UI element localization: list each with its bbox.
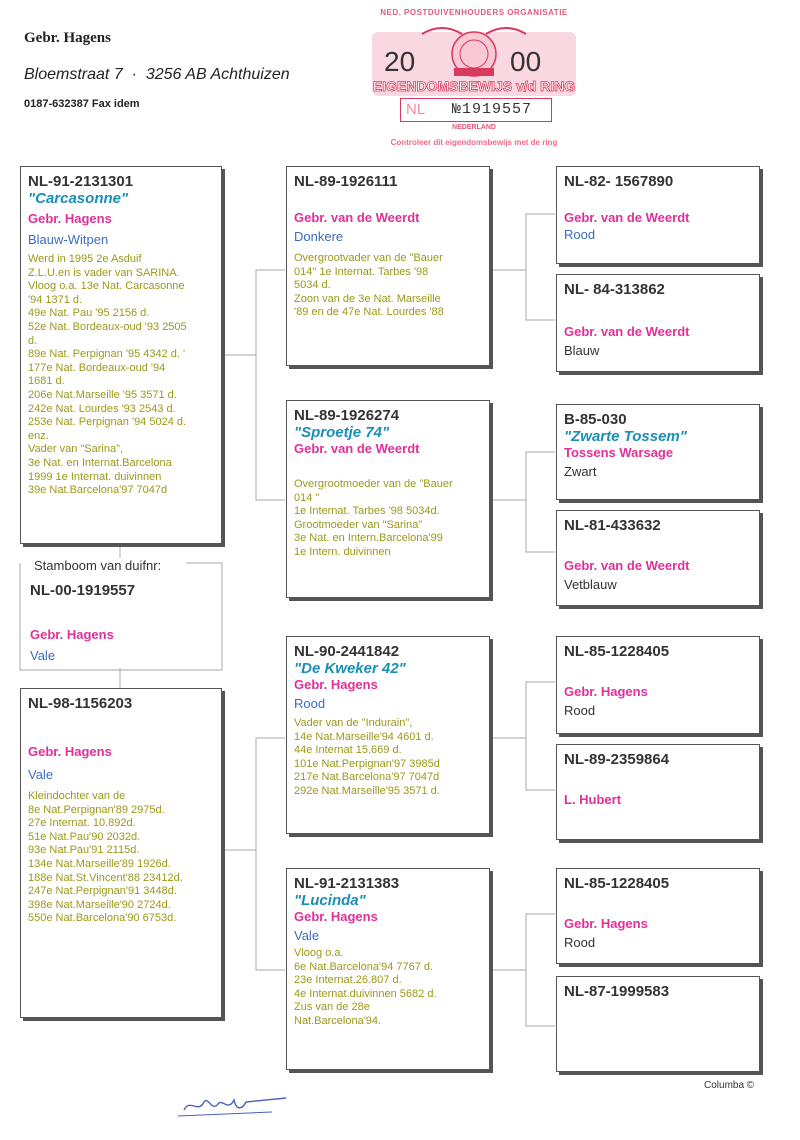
certificate-year-right: 00 [510, 46, 542, 77]
mother-remark-line: 8e Nat.Perpignan'89 2975d. [28, 803, 165, 816]
certificate-year-left: 20 [384, 46, 416, 77]
father-card [20, 166, 222, 544]
gp1-remark-line: Zoon van de 3e Nat. Marseille [294, 292, 441, 305]
ggp3-color: Zwart [564, 464, 597, 479]
ggp1-owner: Gebr. van de Weerdt [564, 210, 690, 225]
gp4-remark-line: 4e Internat.duivinnen 5682 d. [294, 987, 437, 1000]
gp1-color: Donkere [294, 229, 344, 244]
mother-owner: Gebr. Hagens [28, 744, 112, 759]
gp1-remarks [294, 252, 482, 320]
gp2-remark-line: Overgrootmoeder van de "Bauer [294, 478, 453, 490]
gp2-remarks [294, 478, 482, 560]
gp2-remark-line: 014 " [294, 491, 320, 504]
subject-pigeon [30, 582, 135, 663]
father-remark-line: 1681 d. [28, 375, 65, 388]
mother-remark-line: 247e Nat.Perpignan'91 3448d. [28, 885, 177, 898]
grandfather-paternal-card [286, 166, 490, 366]
certificate-number: №1919557 [452, 101, 533, 118]
ggp7-owner: Gebr. Hagens [564, 916, 648, 931]
father-remark-line: 89e Nat. Perpignan '95 4342 d. ' [28, 348, 186, 361]
gp4-remarks [294, 947, 482, 1029]
mother-card [20, 688, 222, 1018]
father-remark-line: Z.L.U.en is vader van SARINA. [28, 266, 180, 279]
gp2-ring-number: NL-89-1926274 [294, 407, 400, 424]
gp4-color: Vale [294, 928, 320, 943]
father-remark-line: 1999 1e Internat. duivinnen [28, 470, 162, 483]
certificate-prefix: NL [406, 101, 426, 118]
gp1-owner: Gebr. van de Weerdt [294, 210, 420, 225]
mother-remarks [28, 790, 214, 926]
mother-remark-line: Kleindochter van de [28, 790, 126, 802]
gp4-ring-number: NL-91-2131383 [294, 875, 400, 892]
gp2-pigeon-name: "Sproetje 74" [294, 424, 390, 441]
father-remarks [28, 253, 214, 498]
father-remark-line: d. [28, 334, 38, 347]
ggp2-color: Blauw [564, 343, 600, 358]
great-grandparent-card-7 [556, 868, 760, 964]
ggp4-ring-number: NL-81-433632 [564, 517, 661, 534]
ggp3-pigeon-name: "Zwarte Tossem" [564, 428, 687, 445]
ggp7-ring-number: NL-85-1228405 [564, 875, 670, 892]
father-remark-line: 242e Nat. Lourdes '93 2543 d. [28, 402, 176, 415]
mother-color: Vale [28, 767, 54, 782]
signature [176, 1090, 306, 1120]
father-remark-line: 177e Nat. Bordeaux-oud '94 [28, 361, 166, 374]
ggp1-ring-number: NL-82- 1567890 [564, 173, 674, 190]
father-owner: Gebr. Hagens [28, 211, 112, 226]
ggp3-ring-number: B-85-030 [564, 411, 627, 428]
gp2-remark-line: Grootmoeder van "Sarina" [294, 518, 423, 531]
great-grandparent-card-4 [556, 510, 760, 606]
gp4-pigeon-name: "Lucinda" [294, 892, 366, 909]
ggp1-color: Rood [564, 227, 596, 242]
father-remark-line: Vloog o.a. 13e Nat. Carcasonne [28, 280, 185, 293]
mother-remark-line: 51e Nat.Pau'90 2032d. [28, 830, 141, 843]
father-remark-line: 52e Nat. Bordeaux-oud '93 2505 [28, 320, 187, 333]
gp2-owner: Gebr. van de Weerdt [294, 441, 420, 456]
certificate-control-note: Controleer dit eigendomsbewijs met de ring [390, 138, 558, 147]
gp1-remark-line: '89 en de 47e Nat. Lourdes '88 [294, 306, 444, 319]
ggp6-owner: L. Hubert [564, 792, 622, 807]
gp4-remark-line: Vloog o.a. [294, 947, 344, 959]
great-grandparent-card-6 [556, 744, 760, 840]
mother-remark-line: 93e Nat.Pau'91 2115d. [28, 844, 140, 857]
breeder-phone: 0187-632387 Fax idem [24, 98, 140, 110]
ggp7-color: Rood [564, 935, 596, 950]
certificate-country: NEDERLAND [452, 124, 496, 131]
gp3-ring-number: NL-90-2441842 [294, 643, 400, 660]
father-remark-line: 206e Nat.Marseille '95 3571 d. [28, 388, 177, 401]
mother-ring-number: NL-98-1156203 [28, 695, 133, 712]
gp2-remark-line: 1e Intern. duivinnen [294, 545, 391, 558]
gp4-remark-line: 23e Internat.26.807 d. [294, 974, 402, 987]
father-color: Blauw-Witpen [28, 232, 109, 247]
software-credit: Columba © [704, 1080, 755, 1091]
great-grandparent-card-5 [556, 636, 760, 734]
ggp2-ring-number: NL- 84-313862 [564, 281, 665, 298]
father-remark-line: Werd in 1995 2e Asduif [28, 253, 142, 265]
great-grandparent-card-1 [556, 166, 760, 264]
grandfather-maternal-card [286, 636, 490, 834]
gp3-remark-line: Vader van de "Indurain", [294, 717, 413, 729]
ggp8-ring-number: NL-87-1999583 [564, 983, 670, 1000]
gp3-remarks [294, 717, 482, 799]
ggp6-ring-number: NL-89-2359864 [564, 751, 670, 768]
gp2-remark-line: 3e Nat. en Intern.Barcelona'99 [294, 532, 443, 545]
pedigree-label: Stamboom van duifnr: [34, 558, 162, 573]
father-remark-line: 3e Nat. en Internat.Barcelona [28, 456, 172, 469]
gp1-remark-line: Overgrootvader van de "Bauer [294, 252, 443, 264]
gp3-remark-line: 44e Internat 15.669 d. [294, 744, 402, 757]
grandmother-paternal-card [286, 400, 490, 598]
father-remark-line: '94 1371 d. [28, 293, 83, 306]
breeder-address: Bloemstraat 7 · 3256 AB Achthuizen [24, 66, 290, 83]
mother-remark-line: 550e Nat.Barcelona'90 6753d. [28, 912, 177, 925]
gp4-remark-line: Zus van de 28e [294, 1001, 370, 1014]
father-remark-line: 253e Nat. Perpignan '94 5024 d. [28, 416, 187, 429]
father-remark-line: Vader van "Sarina", [28, 443, 124, 456]
gp3-color: Rood [294, 696, 326, 711]
certificate-title: EIGENDOMSBEWIJS v/d RING [372, 78, 576, 94]
great-grandparent-card-2 [556, 274, 760, 372]
father-ring-number: NL-91-2131301 [28, 173, 134, 190]
subject-ring-number: NL-00-1919557 [30, 582, 136, 599]
father-pigeon-name: "Carcasonne" [28, 190, 129, 207]
ggp4-color: Vetblauw [564, 577, 617, 592]
ggp5-owner: Gebr. Hagens [564, 684, 648, 699]
gp3-remark-line: 14e Nat.Marseille'94 4601 d. [294, 730, 434, 743]
mother-remark-line: 398e Nat.Marseille'90 2724d. [28, 898, 171, 911]
subject-color: Vale [30, 648, 56, 663]
ggp3-owner: Tossens Warsage [564, 445, 674, 460]
great-grandparent-card-3 [556, 404, 760, 500]
gp4-remark-line: 6e Nat.Barcelona'94 7767 d. [294, 960, 434, 973]
ggp4-owner: Gebr. van de Weerdt [564, 558, 690, 573]
grandmother-maternal-card [286, 868, 490, 1070]
gp4-owner: Gebr. Hagens [294, 909, 378, 924]
certificate-organisation: NED. POSTDUIVENHOUDERS ORGANISATIE [380, 8, 568, 17]
gp3-pigeon-name: "De Kweker 42" [294, 660, 406, 677]
gp3-owner: Gebr. Hagens [294, 677, 378, 692]
great-grandparent-card-8 [556, 976, 760, 1072]
ggp5-ring-number: NL-85-1228405 [564, 643, 670, 660]
father-remark-line: 49e Nat. Pau '95 2156 d. [28, 307, 150, 320]
gp1-remark-line: 014" 1e Internat. Tarbes '98 [294, 265, 429, 278]
subject-owner: Gebr. Hagens [30, 627, 114, 642]
gp1-remark-line: 5034 d. [294, 279, 331, 292]
gp4-remark-line: Nat.Barcelona'94. [294, 1014, 382, 1027]
breeder-name: Gebr. Hagens [24, 30, 111, 46]
gp3-remark-line: 217e Nat.Barcelona'97 7047d [294, 771, 440, 784]
ggp5-color: Rood [564, 703, 596, 718]
gp3-remark-line: 292e Nat.Marseille'95 3571 d. [294, 784, 440, 797]
gp2-remark-line: 1e Internat. Tarbes '98 5034d. [294, 505, 440, 518]
mother-remark-line: 27e Internat. 10.892d. [28, 817, 136, 830]
mother-remark-line: 188e Nat.St.Vincent'88 23412d. [28, 871, 183, 884]
gp1-ring-number: NL-89-1926111 [294, 173, 398, 190]
father-remark-line: 39e Nat.Barcelona'97 7047d [28, 484, 168, 497]
gp3-remark-line: 101e Nat.Perpignan'97 3985d [294, 757, 440, 770]
father-remark-line: enz. [28, 429, 49, 442]
mother-remark-line: 134e Nat.Marseille'89 1926d. [28, 857, 171, 870]
ggp2-owner: Gebr. van de Weerdt [564, 324, 690, 339]
